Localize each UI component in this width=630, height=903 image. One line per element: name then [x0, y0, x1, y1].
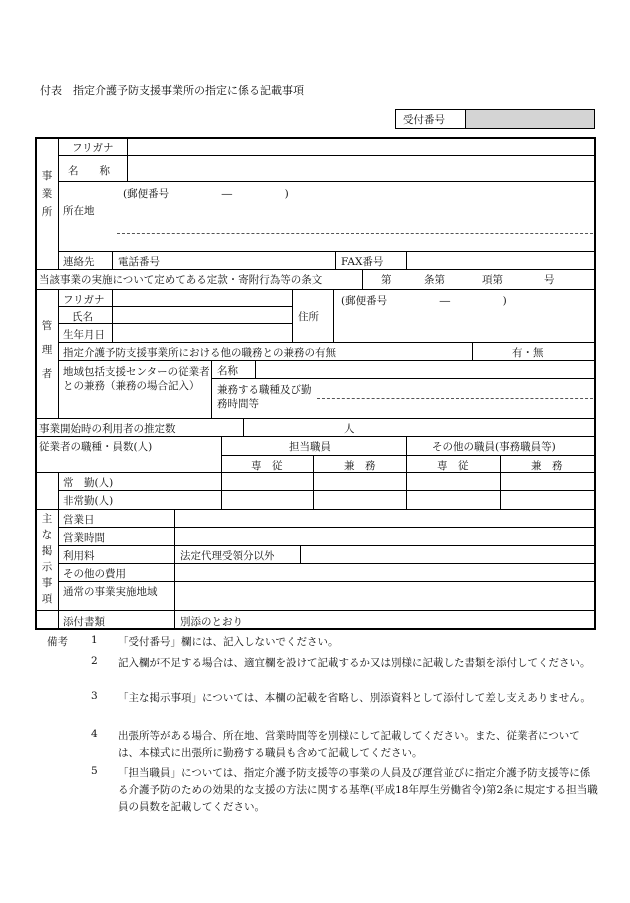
manager-birth-label: 生年月日	[63, 329, 105, 341]
center-concurrent-label: 地域包括支援センターの従業者との兼務（兼務の場合記入）	[63, 366, 210, 392]
articles-label: 当該事業の実施について定めてある定款・寄附行為等の条文	[39, 274, 323, 286]
office-group-label: 事 業 所	[41, 170, 53, 218]
reception-number-field[interactable]	[465, 109, 594, 128]
charge-staff-header: 担当職員	[289, 441, 331, 453]
business-days-label: 営業日	[63, 514, 95, 526]
center-duty-label: 兼務する職種及び勤務時間等	[217, 384, 312, 410]
notes-heading: 備考	[47, 636, 68, 648]
staff-label: 従業者の職種・員数(人)	[39, 441, 153, 453]
note-item: 「担当職員」については、指定介護予防支援等の事業の人員及び運営並びに指定介護予防支援等に係る介護予防のための効果的な支援の方法に関する基準(平成18年厚生労働省令)第2条に規定する担当職員の員数を記載してください。	[118, 767, 598, 813]
manager-name-label: 氏名	[72, 311, 93, 323]
office-fax-label: FAX番号	[341, 256, 384, 268]
charge-parttime-header: 兼 務	[344, 460, 376, 472]
users-estimate-label: 事業開始時の利用者の推定数	[39, 423, 176, 435]
fee-sub-label: 法定代理受領分以外	[180, 550, 275, 562]
service-area-label: 通常の事業実施地域	[63, 586, 158, 598]
nonregular-staff-label: 非常勤(人)	[63, 495, 114, 507]
manager-postal-code: (郵便番号 ― )	[341, 295, 507, 307]
attachment-label: 添付書類	[63, 616, 105, 628]
office-furigana-label: フリガナ	[72, 142, 114, 154]
note-item: 出張所等がある場合、所在地、営業時間等を別様にして記載してください。また、従業者については、本様式に出張所に勤務する職員も含めて記載してください。	[118, 730, 580, 759]
manager-residence-label: 住所	[298, 311, 319, 323]
office-phone-label: 電話番号	[118, 256, 160, 268]
manager-group-label: 管 理 者	[41, 320, 53, 380]
other-parttime-header: 兼 務	[531, 460, 563, 472]
office-address-label: 所在地	[63, 205, 95, 217]
articles-dai: 第	[381, 274, 392, 286]
regular-staff-label: 常 勤(人)	[63, 477, 114, 489]
office-name-label: 名 称	[68, 165, 110, 177]
attachment-value: 別添のとおり	[180, 616, 243, 628]
fee-label: 利用料	[63, 550, 95, 562]
office-contact-label: 連絡先	[63, 256, 95, 268]
concurrent-duty-label: 指定介護予防支援事業所における他の職務との兼務の有無	[63, 347, 336, 359]
articles-gou: 号	[544, 274, 555, 286]
note-number: 3	[91, 690, 98, 702]
form-title: 付表 指定介護予防支援事業所の指定に係る記載事項	[40, 84, 304, 97]
note-item: 記入欄が不足する場合は、適宜欄を設けて記載するか又は別様に記載した書類を添付してください。	[118, 657, 591, 669]
reception-number-label: 受付番号	[403, 114, 445, 126]
notice-group-label: 主 な 掲 示 事 項	[41, 513, 53, 605]
note-number: 5	[91, 765, 98, 777]
center-name-label: 名称	[217, 365, 238, 377]
articles-kou: 項第	[482, 274, 503, 286]
note-number: 1	[91, 634, 98, 646]
charge-fulltime-header: 専 従	[251, 460, 283, 472]
concurrent-duty-choice[interactable]: 有・無	[512, 347, 544, 359]
manager-furigana-label: フリガナ	[63, 294, 105, 306]
articles-jou: 条第	[424, 274, 445, 286]
other-fulltime-header: 専 従	[437, 460, 469, 472]
note-item: 「主な掲示事項」については、本欄の記載を省略し、別添資料として添付して差し支えありません。	[118, 692, 591, 704]
other-staff-header: その他の職員(事務職員等)	[432, 441, 556, 453]
other-cost-label: その他の費用	[63, 568, 126, 580]
note-number: 4	[91, 728, 98, 740]
business-hours-label: 営業時間	[63, 532, 105, 544]
note-item: 「受付番号」欄には、記入しないでください。	[118, 636, 339, 648]
note-number: 2	[91, 655, 98, 667]
office-postal-code: (郵便番号 ― )	[123, 188, 289, 200]
users-unit: 人	[344, 423, 355, 435]
